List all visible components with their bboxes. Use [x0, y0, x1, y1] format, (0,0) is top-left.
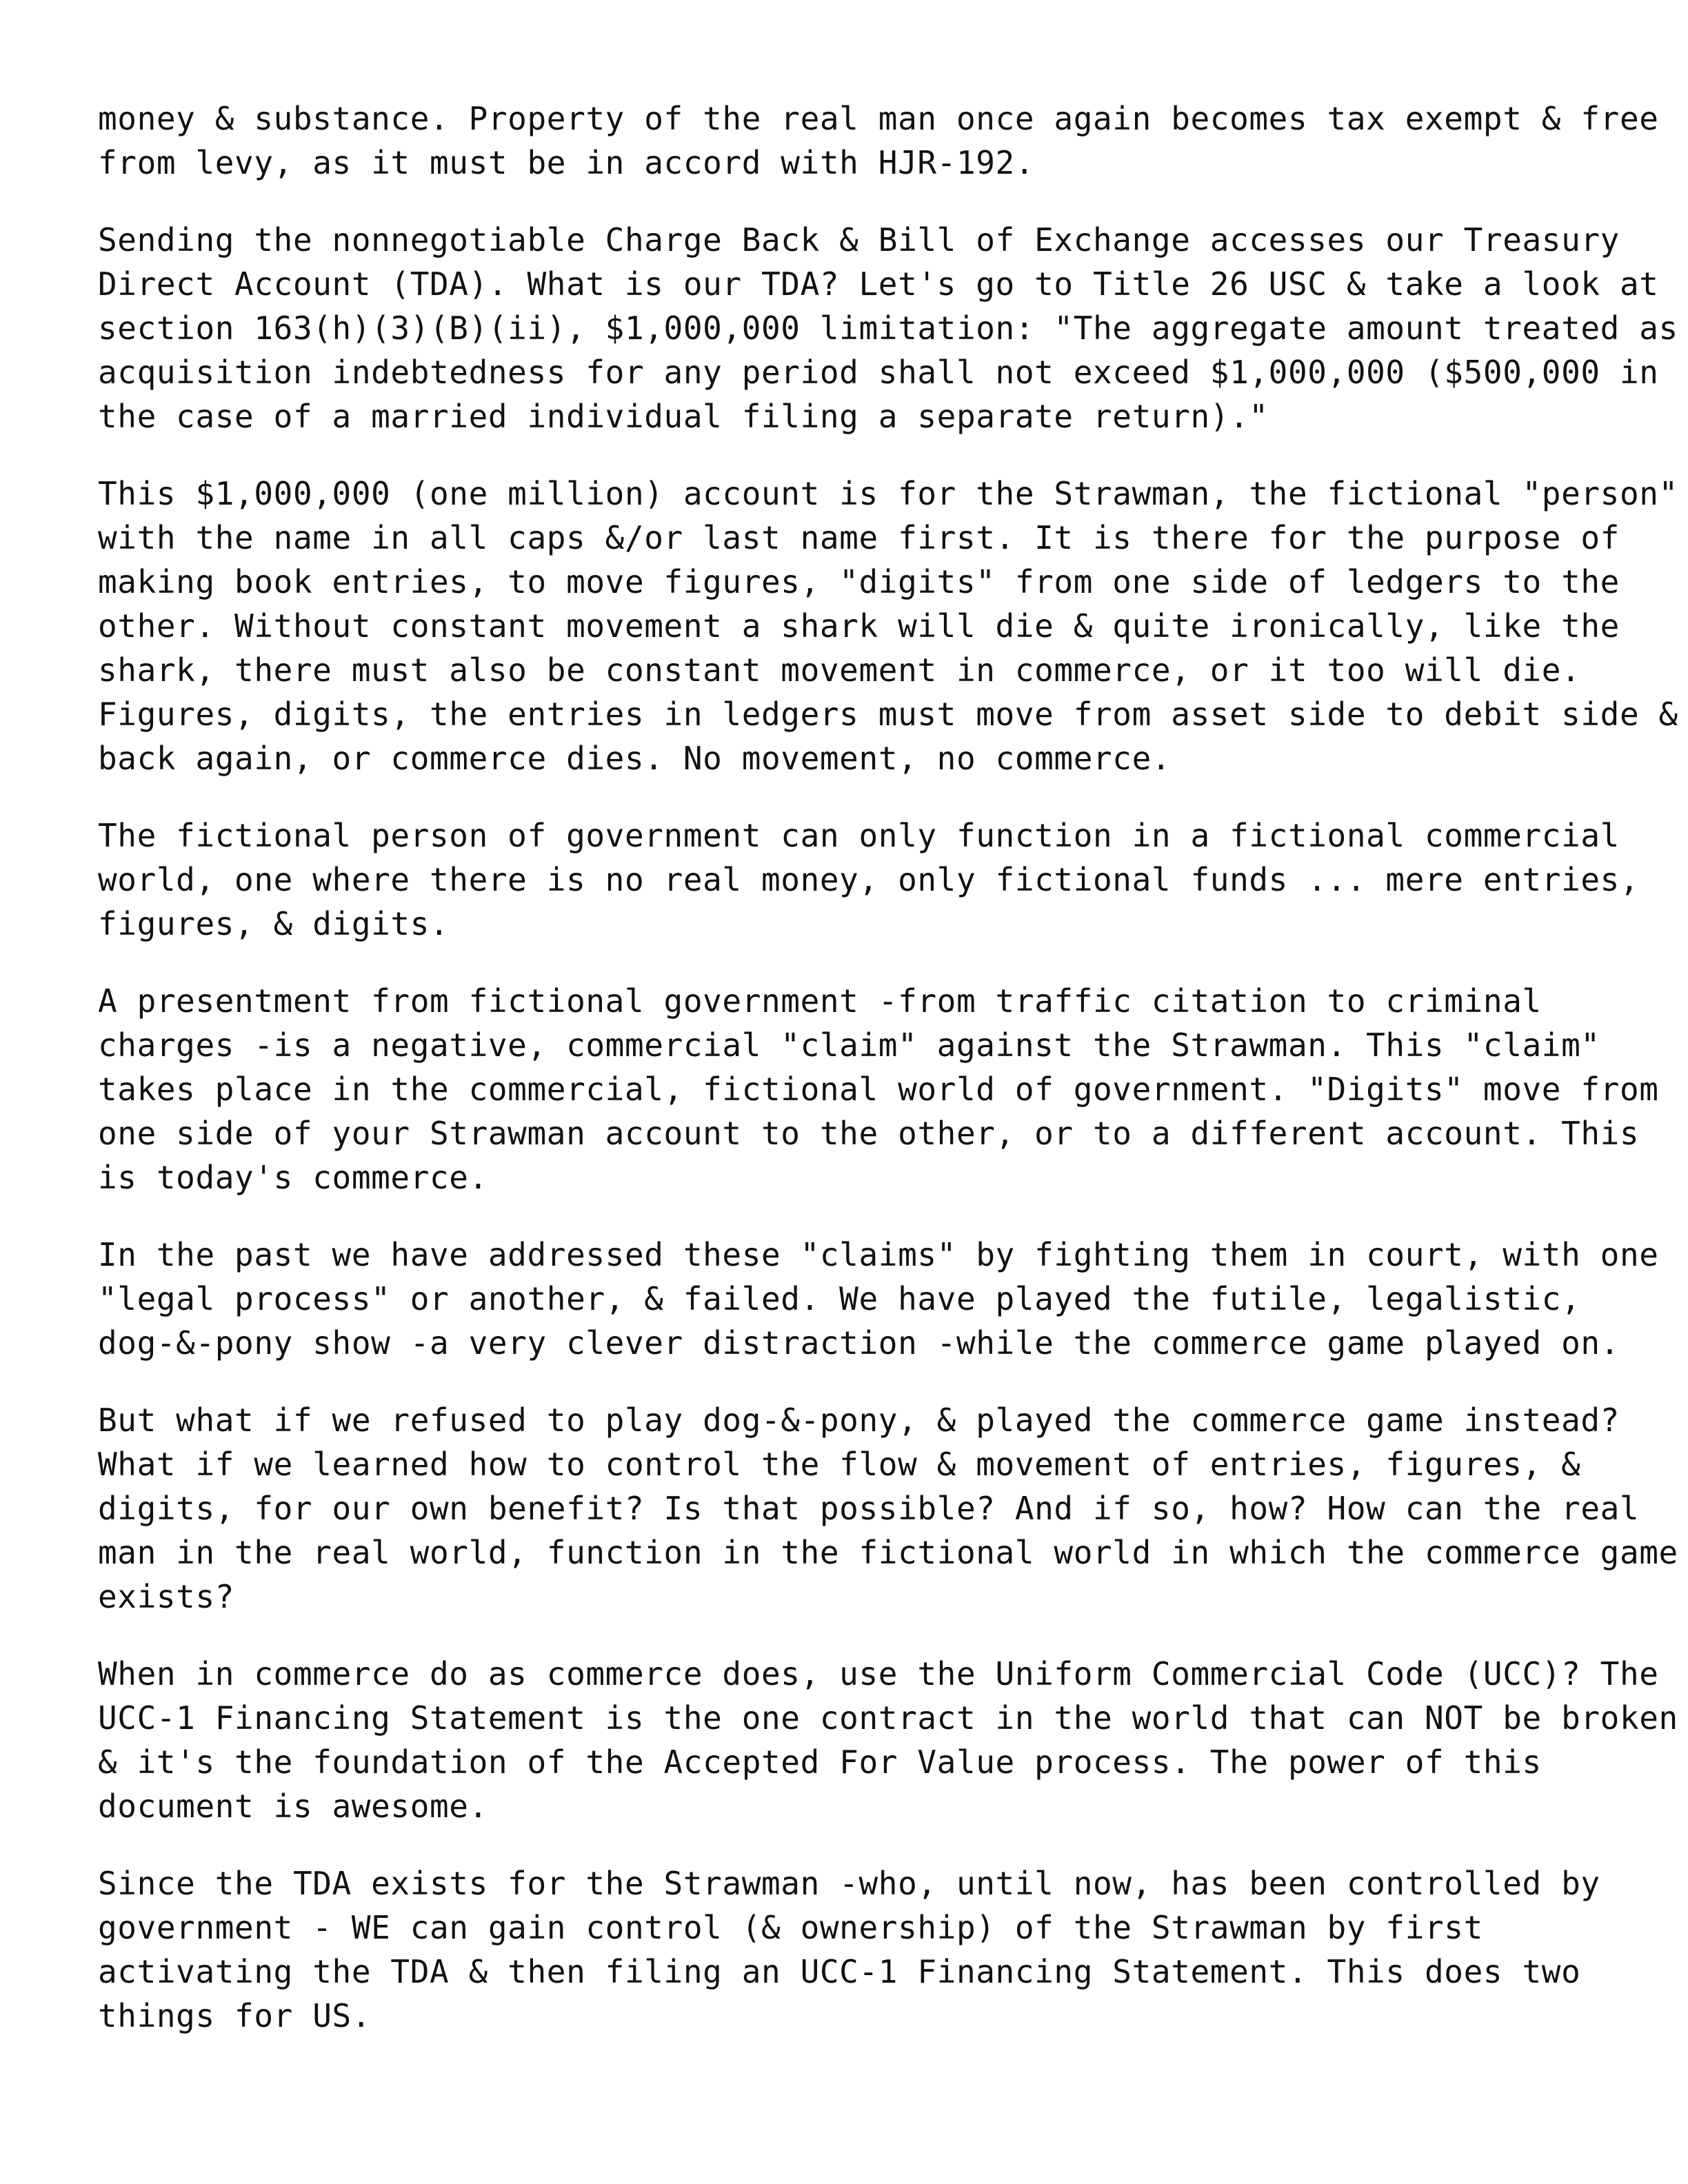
text-line: Direct Account (TDA). What is our TDA? Let's go to Title 26 USC & take a look at — [98, 265, 1659, 303]
text-line: & it's the foundation of the Accepted For Value process. The power of this — [98, 1743, 1542, 1781]
text-line: This $1,000,000 (one million) account is for the Strawman, the fictional "person" — [98, 475, 1678, 512]
text-line: back again, or commerce dies. No movement, no commerce. — [98, 740, 1172, 777]
text-line: other. Without constant movement a shark will die & quite ironically, like the — [98, 607, 1620, 645]
text-line: Since the TDA exists for the Strawman -who, until now, has been controlled by — [98, 1865, 1600, 1902]
paragraph-1 — [98, 97, 1659, 185]
text-line: shark, there must also be constant movement in commerce, or it too will die. — [98, 651, 1581, 689]
paragraph-4 — [98, 813, 1640, 946]
text-line: document is awesome. — [98, 1788, 488, 1825]
text-line: one side of your Strawman account to the other, or to a different account. This — [98, 1115, 1640, 1152]
text-line: What if we learned how to control the flow & movement of entries, figures, & — [98, 1446, 1581, 1483]
text-line: Figures, digits, the entries in ledgers must move from asset side to debit side & — [98, 696, 1678, 733]
paragraph-7 — [98, 1398, 1678, 1619]
text-line: A presentment from fictional government -from traffic citation to criminal — [98, 982, 1542, 1020]
paragraph-9 — [98, 1861, 1615, 2038]
text-line: with the name in all caps &/or last name first. It is there for the purpose of — [98, 519, 1620, 556]
text-line: activating the TDA & then filing an UCC-1 Financing Statement. This does two — [98, 1953, 1581, 1990]
text-line: The fictional person of government can only function in a fictional commercial — [98, 817, 1620, 854]
document-page — [98, 97, 1678, 2071]
text-line: government - WE can gain control (& ownership) of the Strawman by first — [98, 1909, 1483, 1946]
paragraph-6 — [98, 1233, 1659, 1365]
text-line: money & substance. Property of the real man once again becomes tax exempt & free — [98, 100, 1659, 137]
text-line: world, one where there is no real money, only fictional funds ... mere entries, — [98, 861, 1640, 898]
text-line: section 163(h)(3)(B)(ii), $1,000,000 limitation: "The aggregate amount treated as — [98, 310, 1678, 347]
text-line: When in commerce do as commerce does, use the Uniform Commercial Code (UCC)? The — [98, 1655, 1659, 1692]
paragraph-2 — [98, 218, 1678, 438]
text-line: man in the real world, function in the fictional world in which the commerce game — [98, 1534, 1678, 1571]
text-line: UCC-1 Financing Statement is the one contract in the world that can NOT be broken — [98, 1699, 1678, 1737]
paragraph-8 — [98, 1652, 1678, 1828]
text-line: exists? — [98, 1578, 235, 1615]
text-line: digits, for our own benefit? Is that possible? And if so, how? How can the real — [98, 1490, 1640, 1527]
text-line: is today's commerce. — [98, 1159, 488, 1196]
text-line: "legal process" or another, & failed. We have played the futile, legalistic, — [98, 1280, 1581, 1317]
text-line: figures, & digits. — [98, 905, 450, 942]
paragraph-5 — [98, 979, 1659, 1200]
text-line: making book entries, to move figures, "digits" from one side of ledgers to the — [98, 563, 1620, 600]
text-line: takes place in the commercial, fictional world of government. "Digits" move from — [98, 1071, 1659, 1108]
text-line: dog-&-pony show -a very clever distraction -while the commerce game played on. — [98, 1324, 1620, 1362]
text-line: the case of a married individual filing a separate return)." — [98, 398, 1269, 435]
text-line: acquisition indebtedness for any period shall not exceed $1,000,000 ($500,000 in — [98, 354, 1659, 391]
text-line: In the past we have addressed these "claims" by fighting them in court, with one — [98, 1236, 1659, 1273]
text-line: charges -is a negative, commercial "claim" against the Strawman. This "claim" — [98, 1027, 1600, 1064]
text-line: But what if we refused to play dog-&-pony, & played the commerce game instead? — [98, 1402, 1620, 1439]
text-line: from levy, as it must be in accord with HJR-192. — [98, 144, 1035, 181]
paragraph-3 — [98, 472, 1678, 780]
text-line: Sending the nonnegotiable Charge Back & Bill of Exchange accesses our Treasury — [98, 221, 1620, 259]
text-line: things for US. — [98, 1997, 372, 2034]
